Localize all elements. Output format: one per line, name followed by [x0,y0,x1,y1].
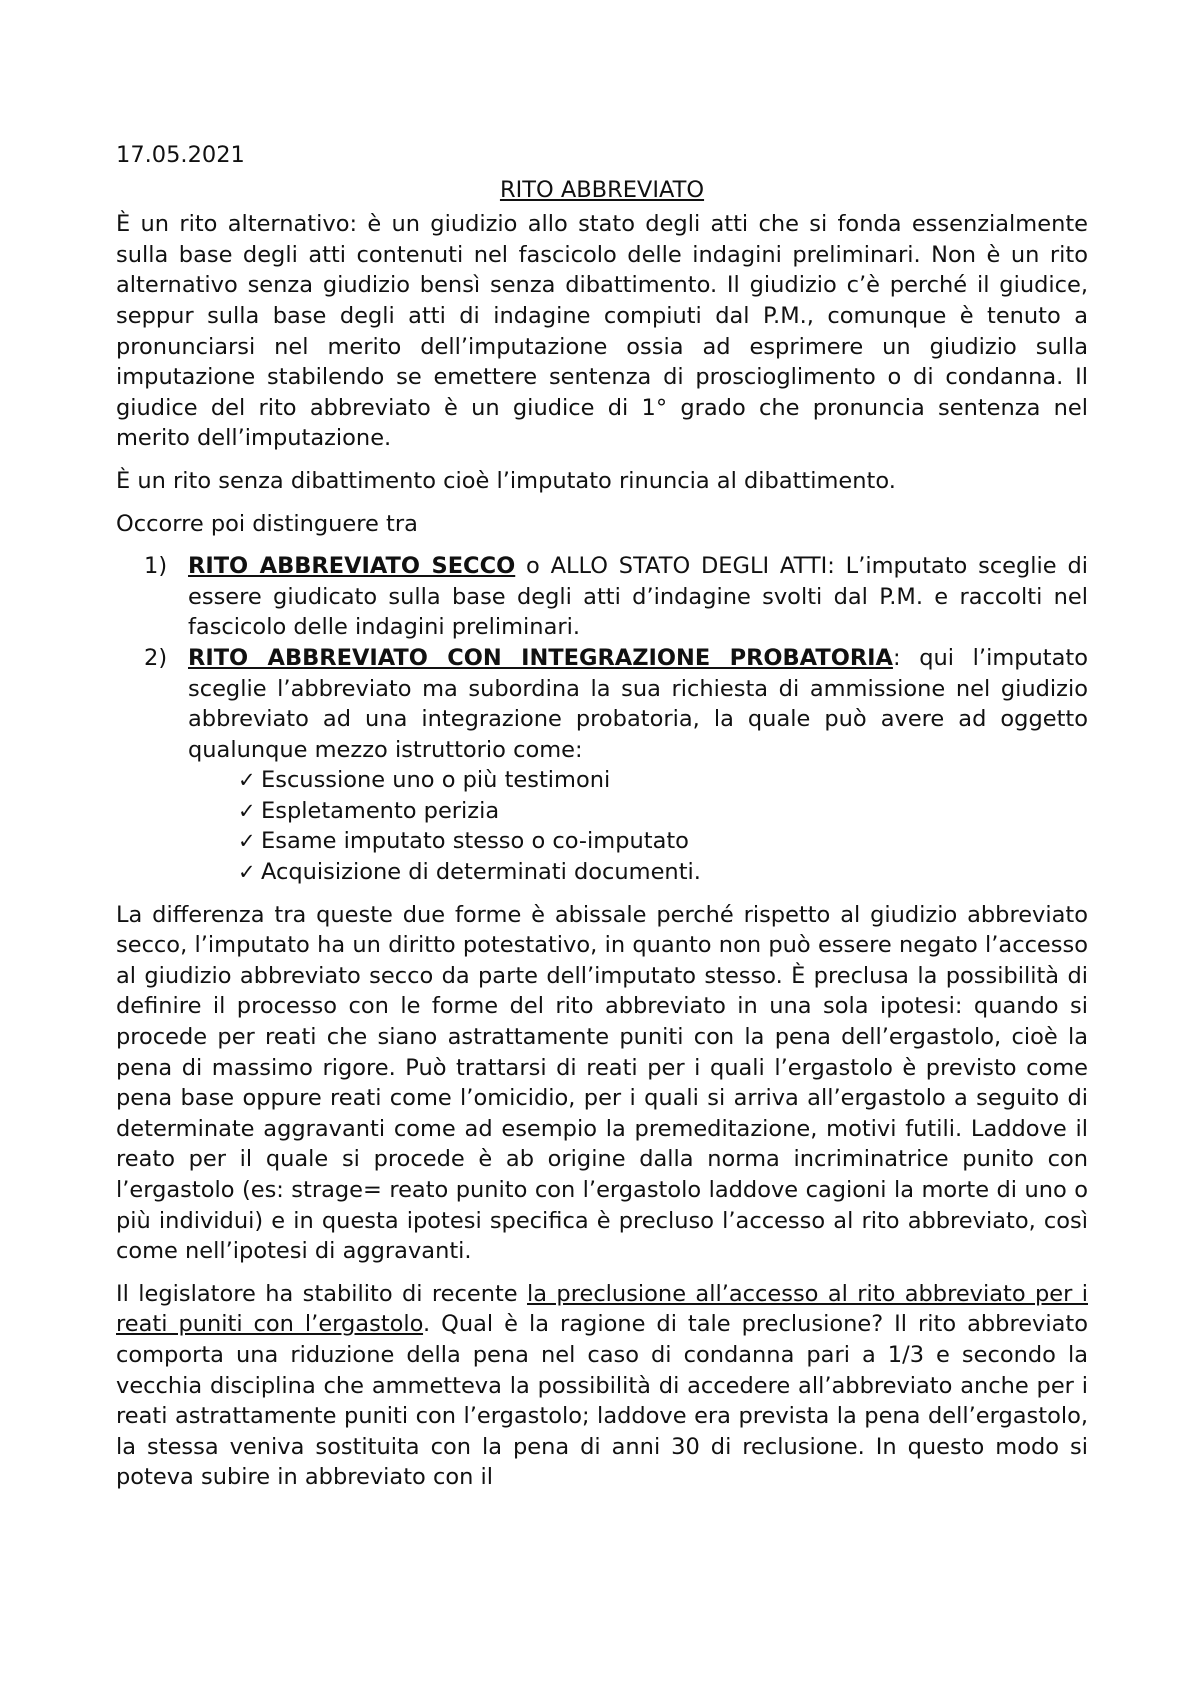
paragraph-intro: È un rito alternativo: è un giudizio allo stato degli atti che si fonda essenzialmente sulla base degli atti contenuti nel fascicolo delle indagini preliminari. Non è un rito alternativo senza giudizio bensì senza dibattimento. Il giudizio c’è perché il giudice, seppur sulla base degli atti di indagine compiuti dal P.M., comunque è tenuto a pronunciarsi nel merito dell’imputazione ossia ad esprimere un giudizio sulla imputazione stabilendo se emettere sentenza di proscioglimento o di condanna. Il giudice del rito abbreviato è un giudice di 1° grado che pronuncia sentenza nel merito dell’imputazione. [116,211,1088,452]
evidence-sublist [188,765,1088,887]
sublist-item [188,826,1088,857]
list-number: 1) [144,553,168,580]
sublist-item-text: Espletamento perizia [261,797,500,824]
sublist-item [188,857,1088,888]
document-page [116,140,1088,1505]
document-date: 17.05.2021 [116,142,245,168]
paragraph-difference: La differenza tra queste due forme è abissale perché rispetto al giudizio abbreviato secco, l’imputato ha un diritto potestativo, in quanto non può essere negato l’accesso al giudizio abbreviato secco da parte dell’imputato stesso. È preclusa la possibilità di definire il processo con le forme del rito abbreviato in una sola ipotesi: quando si procede per reati che siano astrattamente puniti con la pena dell’ergastolo, cioè la pena di massimo rigore. Può trattarsi di reati per i quali l’ergastolo è previsto come pena base oppure reati come l’omicidio, per i quali si arriva all’ergastolo a seguito di determinate aggravanti come ad esempio la premeditazione, motivi futili. Laddove il reato per il quale si procede è ab origine dalla norma incriminatrice punito con l’ergastolo (es: strage= reato punito con l’ergastolo laddove cagioni la morte di uno o più individui) e in questa ipotesi specifica è precluso l’accesso al rito abbreviato, così come nell’ipotesi di aggravanti. [116,901,1088,1265]
paragraph-distinguish: Occorre poi distinguere tra [116,510,418,537]
list-heading: RITO ABBREVIATO SECCO [188,553,516,580]
list-heading: RITO ABBREVIATO CON INTEGRAZIONE PROBATORIA [188,644,893,671]
paragraph-legislator [116,1279,1088,1493]
sublist-item [188,765,1088,796]
paragraph-no-trial: È un rito senza dibattimento cioè l’imputato rinuncia al dibattimento. [116,467,896,494]
check-mark-icon: ✓ [238,829,256,854]
check-mark-icon: ✓ [238,768,256,793]
rite-types-list [116,551,1088,888]
sublist-item [188,796,1088,827]
paragraph-text: . Qual è la ragione di tale preclusione? Il rito abbreviato comporta una riduzione della pena nel caso di condanna pari a 1/3 e secondo la vecchia disciplina che ammetteva la possibilità di accedere all’abbreviato anche per i reati astrattamente puniti con l’ergastolo; laddove era prevista la pena dell’ergastolo, la stessa veniva sostituita con la pena di anni 30 di reclusione. In questo modo si poteva subire in abbreviato con il [116,1311,1088,1491]
sublist-item-text: Acquisizione di determinati documenti. [261,859,701,886]
underlined-phrase: la preclusione all’accesso al rito abbreviato per i reati puniti con l’ergastolo [116,1280,1088,1338]
sublist-item-text: Escussione uno o più testimoni [261,767,611,794]
list-item [116,551,1088,643]
list-text: o ALLO STATO DEGLI ATTI: L’imputato sceglie di essere giudicato sulla base degli atti d’indagine svolti dal P.M. e raccolti nel fascicolo delle indagini preliminari. [188,553,1088,641]
document-title: RITO ABBREVIATO [499,176,705,203]
list-item [116,643,1088,888]
list-text: : qui l’imputato sceglie l’abbreviato ma subordina la sua richiesta di ammissione nel giudizio abbreviato ad una integrazione probatoria, la quale può avere ad oggetto qualunque mezzo istruttorio come: [188,644,1088,763]
sublist-item-text: Esame imputato stesso o co-imputato [261,828,689,855]
check-mark-icon: ✓ [238,798,256,823]
paragraph-text: Il legislatore ha stabilito di recente [116,1280,528,1307]
list-number: 2) [144,644,168,671]
check-mark-icon: ✓ [238,860,256,885]
